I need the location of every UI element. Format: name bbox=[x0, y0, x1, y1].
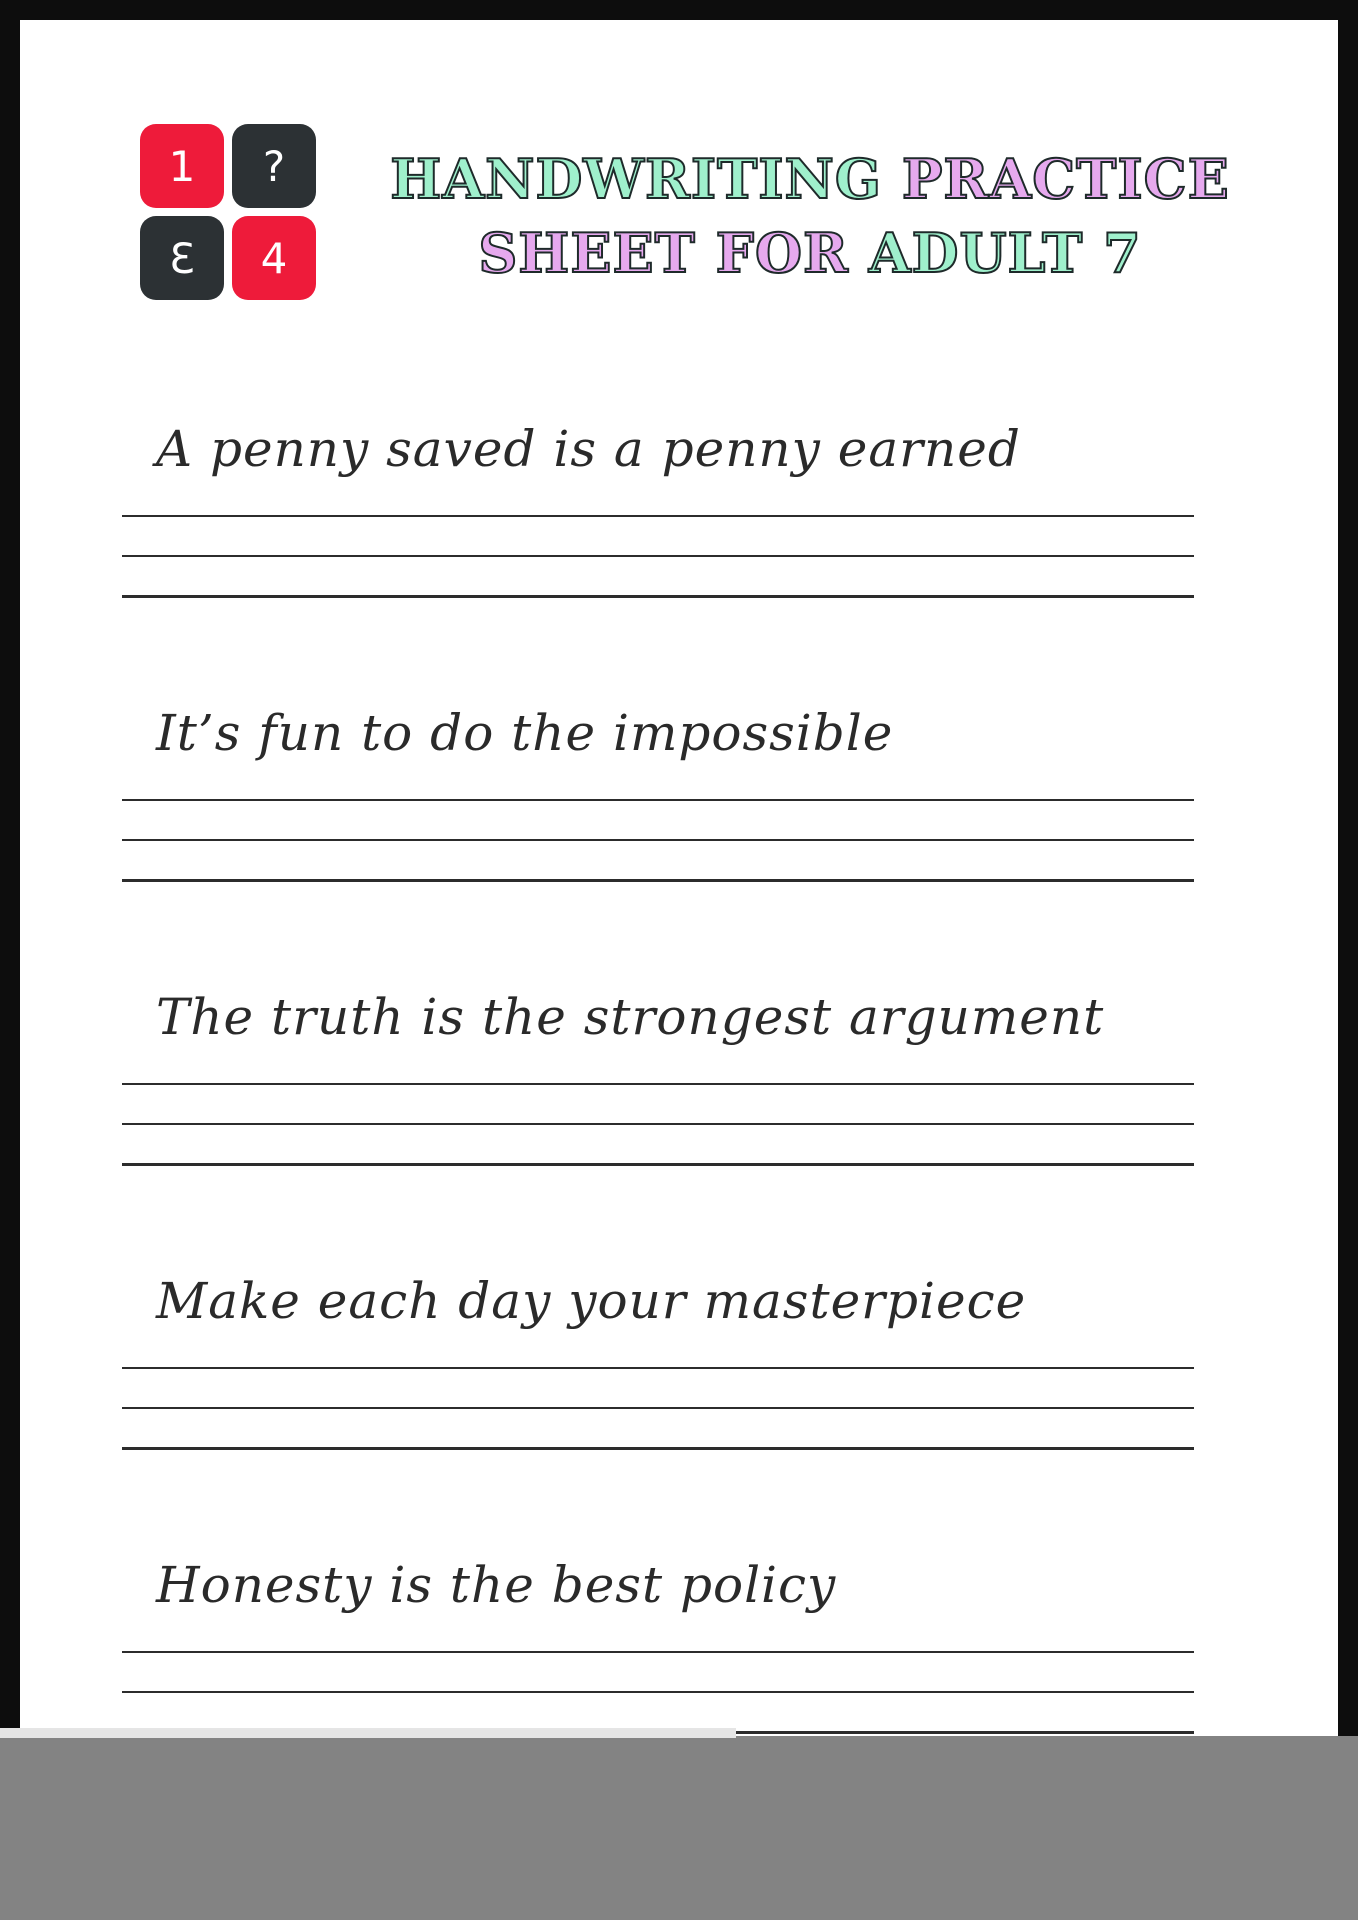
exercise-sentence: It’s fun to do the impossible bbox=[156, 704, 894, 762]
writing-line-top[interactable] bbox=[122, 515, 1194, 517]
writing-line-middle[interactable] bbox=[122, 1407, 1194, 1409]
writing-line-middle[interactable] bbox=[122, 1691, 1194, 1693]
writing-line-top[interactable] bbox=[122, 799, 1194, 801]
writing-line-top[interactable] bbox=[122, 1651, 1194, 1653]
title-line-2 bbox=[350, 216, 1270, 290]
title-word-adult: ADULT 7 bbox=[868, 221, 1142, 285]
logo-tile-1: 1 bbox=[140, 124, 224, 208]
bottom-overlay-band bbox=[0, 1736, 1358, 1920]
exercise-4 bbox=[122, 1272, 1214, 1472]
logo-tile-3 bbox=[140, 216, 224, 300]
exercise-sentence: Honesty is the best policy bbox=[156, 1556, 837, 1614]
writing-line-top[interactable] bbox=[122, 1083, 1194, 1085]
partial-baseline-strip bbox=[0, 1728, 736, 1738]
writing-line-top[interactable] bbox=[122, 1367, 1194, 1369]
writing-line-baseline[interactable] bbox=[122, 1163, 1194, 1166]
writing-line-baseline[interactable] bbox=[122, 595, 1194, 598]
exercise-3 bbox=[122, 988, 1214, 1188]
exercise-5 bbox=[122, 1556, 1214, 1756]
logo-tile-3-glyph: 3 bbox=[168, 233, 196, 283]
writing-line-middle[interactable] bbox=[122, 1123, 1194, 1125]
exercise-1 bbox=[122, 420, 1214, 620]
writing-line-middle[interactable] bbox=[122, 839, 1194, 841]
title-line-1 bbox=[350, 142, 1270, 216]
title-word-for: FOR bbox=[715, 221, 849, 285]
logo bbox=[140, 124, 330, 314]
exercise-2 bbox=[122, 704, 1214, 904]
exercise-sentence: Make each day your masterpiece bbox=[156, 1272, 1027, 1330]
writing-line-baseline[interactable] bbox=[122, 879, 1194, 882]
writing-line-middle[interactable] bbox=[122, 555, 1194, 557]
logo-tile-2: ? bbox=[232, 124, 316, 208]
title-word-handwriting: HANDWRITING bbox=[390, 147, 883, 211]
logo-tile-4: 4 bbox=[232, 216, 316, 300]
title-word-sheet: SHEET bbox=[478, 221, 696, 285]
exercise-sentence: A penny saved is a penny earned bbox=[156, 420, 1021, 478]
writing-line-baseline[interactable] bbox=[122, 1447, 1194, 1450]
exercise-sentence: The truth is the strongest argument bbox=[156, 988, 1105, 1046]
worksheet-page bbox=[20, 20, 1338, 1920]
page-title bbox=[350, 142, 1270, 290]
title-word-practice: PRACTICE bbox=[901, 147, 1230, 211]
